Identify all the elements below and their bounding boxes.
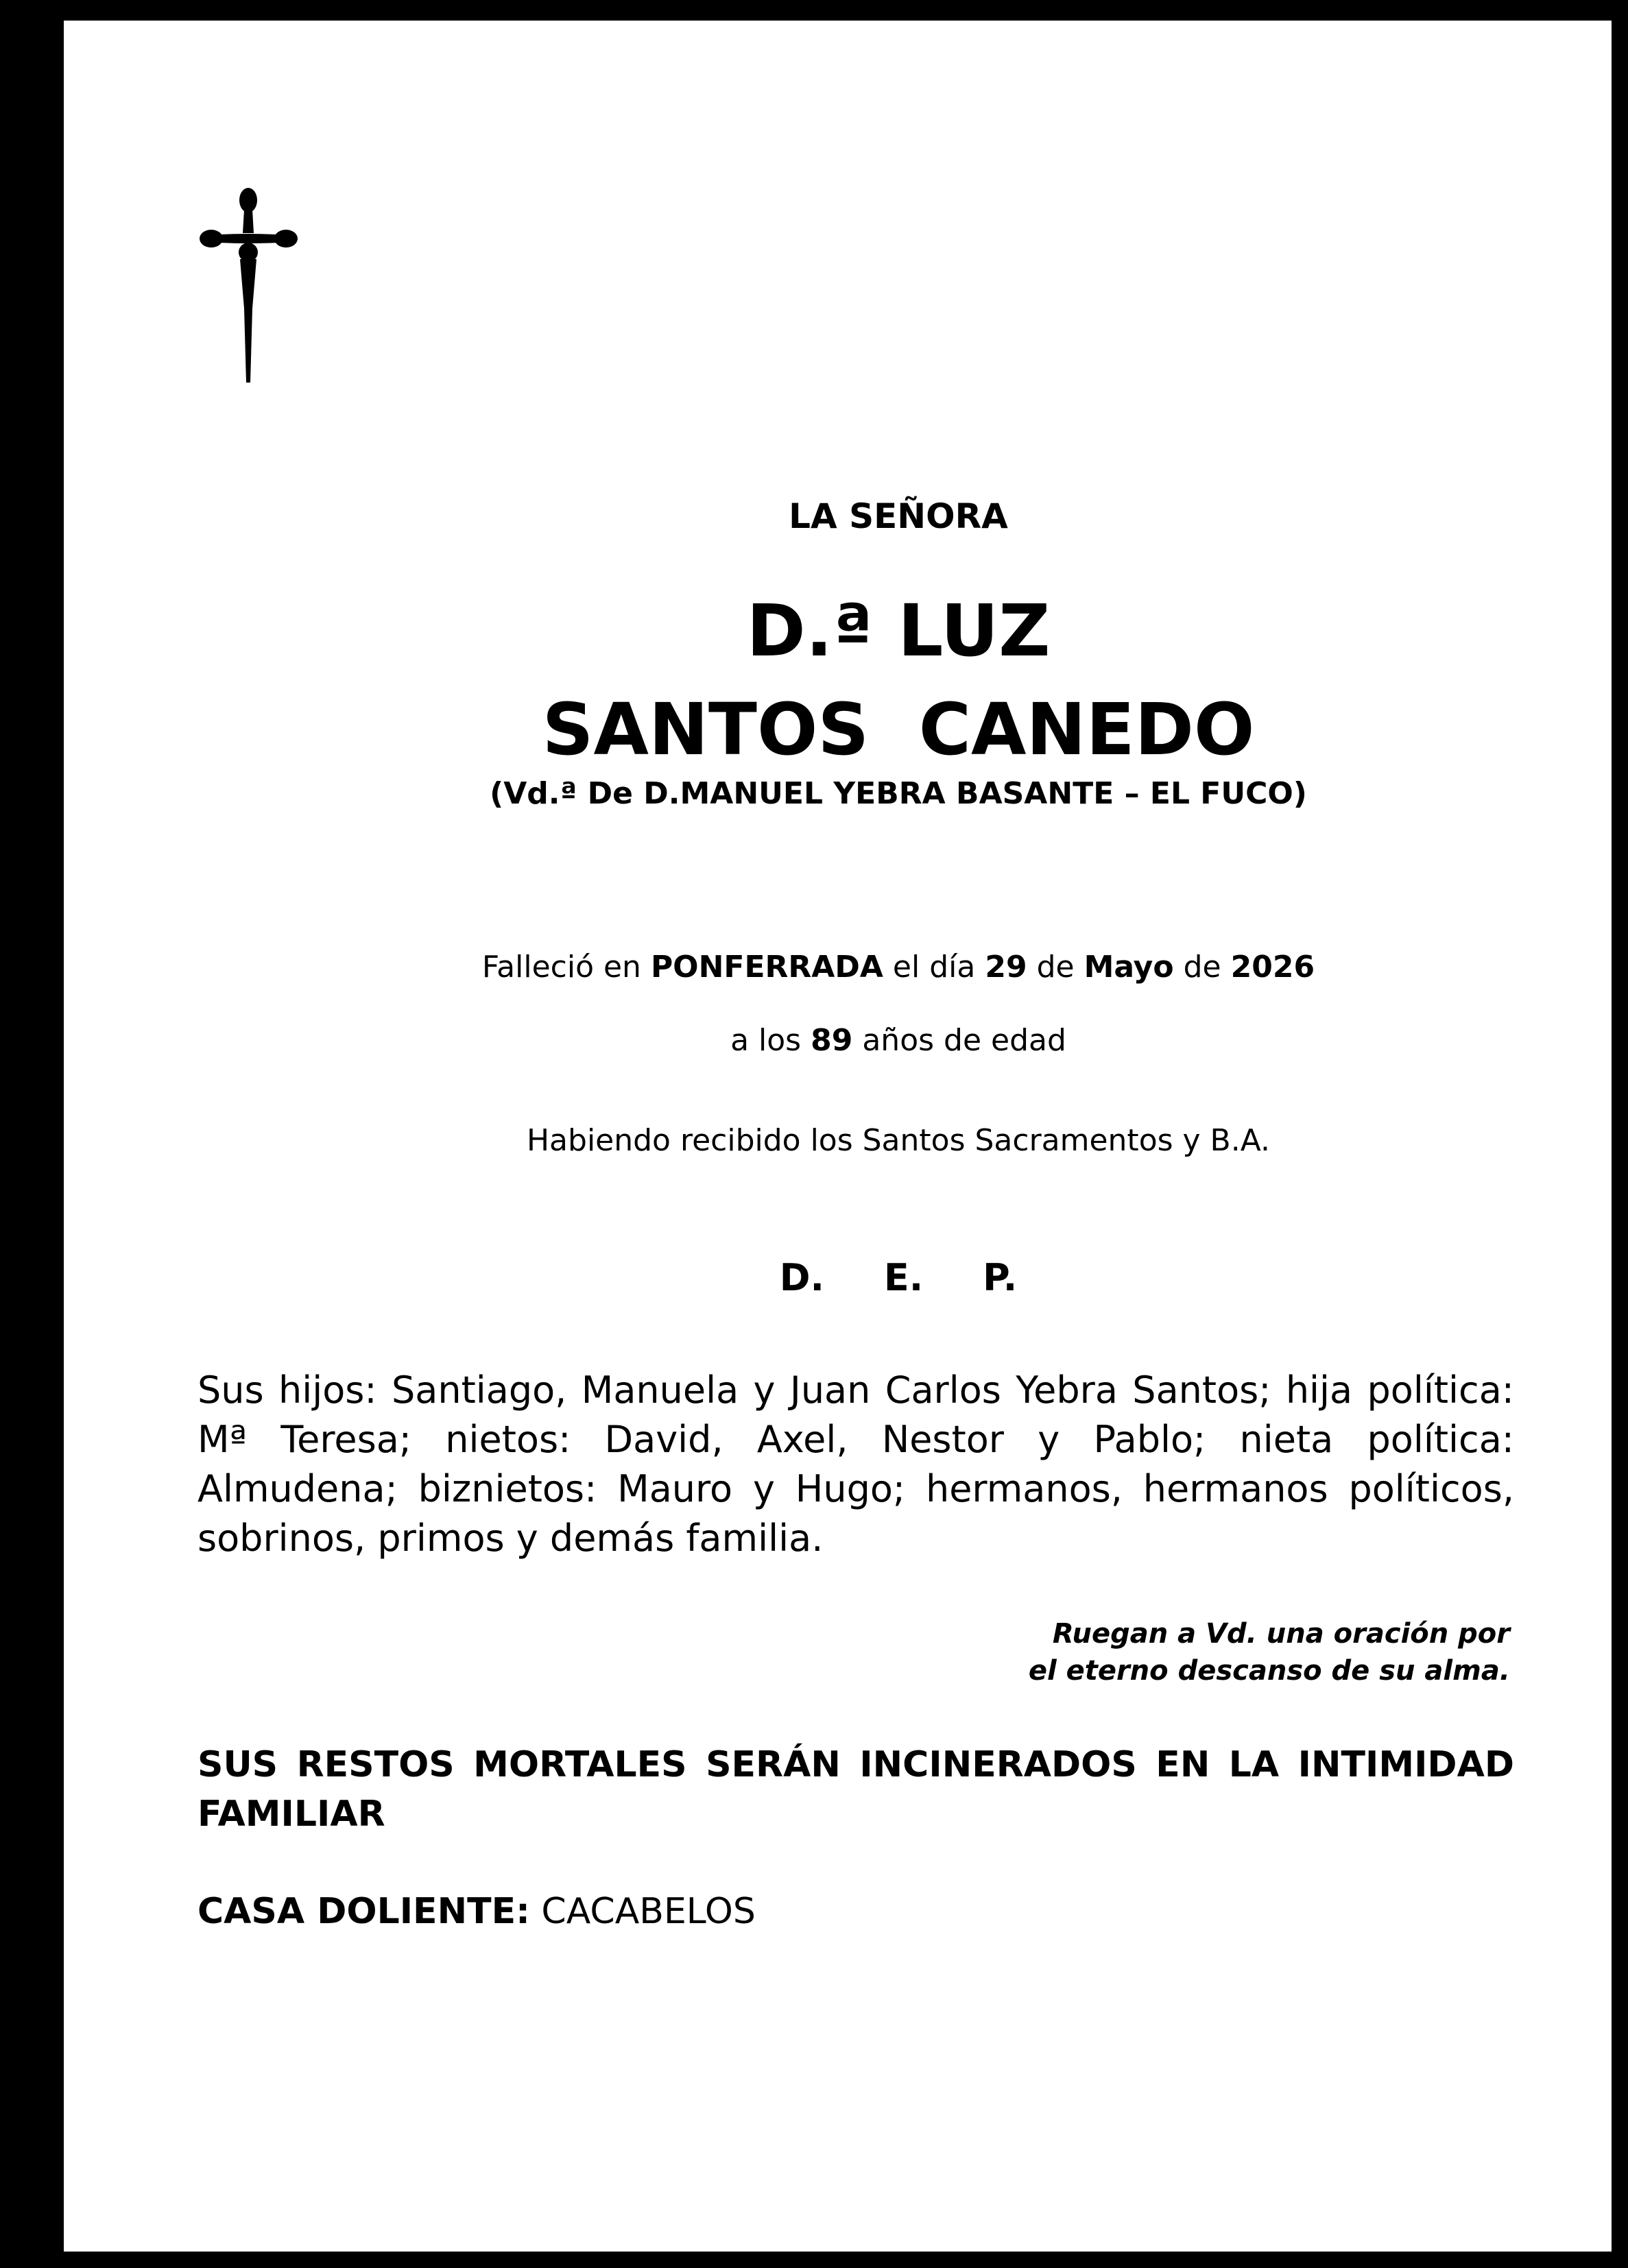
remains-notice: SUS RESTOS MORTALES SERÁN INCINERADOS EN LA INTIMIDAD FAMILIAR (197, 1744, 1514, 1835)
death-year-prefix: de (1183, 950, 1221, 985)
heading: LA SEÑORA (789, 496, 1008, 536)
death-year: 2026 (1230, 950, 1315, 985)
death-month: Mayo (1084, 950, 1174, 985)
dep-line: D. E. P. (779, 1256, 1018, 1299)
casa-label: CASA DOLIENTE: (197, 1891, 530, 1932)
age-suffix: años de edad (862, 1023, 1066, 1058)
casa-doliente (197, 1891, 756, 1932)
prayer-line2: el eterno descanso de su alma. (1028, 1655, 1510, 1687)
death-prefix: Falleció en (481, 950, 641, 985)
death-day: 29 (985, 950, 1027, 985)
casa-value: CACABELOS (541, 1891, 756, 1932)
age-prefix: a los (730, 1023, 802, 1058)
deceased-name-line2: SANTOS CANEDO (542, 688, 1255, 771)
santiago-cross-icon (199, 185, 298, 384)
widow-note: (Vd.ª De D.MANUEL YEBRA BASANTE – EL FUCO) (490, 776, 1307, 811)
family-paragraph: Sus hijos: Santiago, Manuela y Juan Carlos Yebra Santos; hija política: Mª Teresa; nietos: David, Axel, Nestor y Pablo; nieta política: Almudena; biznietos: Mauro y Hugo; hermanos, hermanos políticos, sobrinos, primos y demás familia. (197, 1368, 1514, 1560)
age-value: 89 (811, 1023, 853, 1058)
deceased-name-line1: D.ª LUZ (746, 589, 1051, 673)
death-place: PONFERRADA (650, 950, 883, 985)
age-line (384, 1023, 1413, 1058)
prayer-line1: Ruegan a Vd. una oración por (1052, 1618, 1510, 1650)
death-month-prefix: de (1036, 950, 1075, 985)
death-day-prefix: el día (892, 950, 976, 985)
sacraments-line: Habiendo recibido los Santos Sacramentos y B.A. (526, 1123, 1271, 1158)
death-line (384, 950, 1413, 985)
